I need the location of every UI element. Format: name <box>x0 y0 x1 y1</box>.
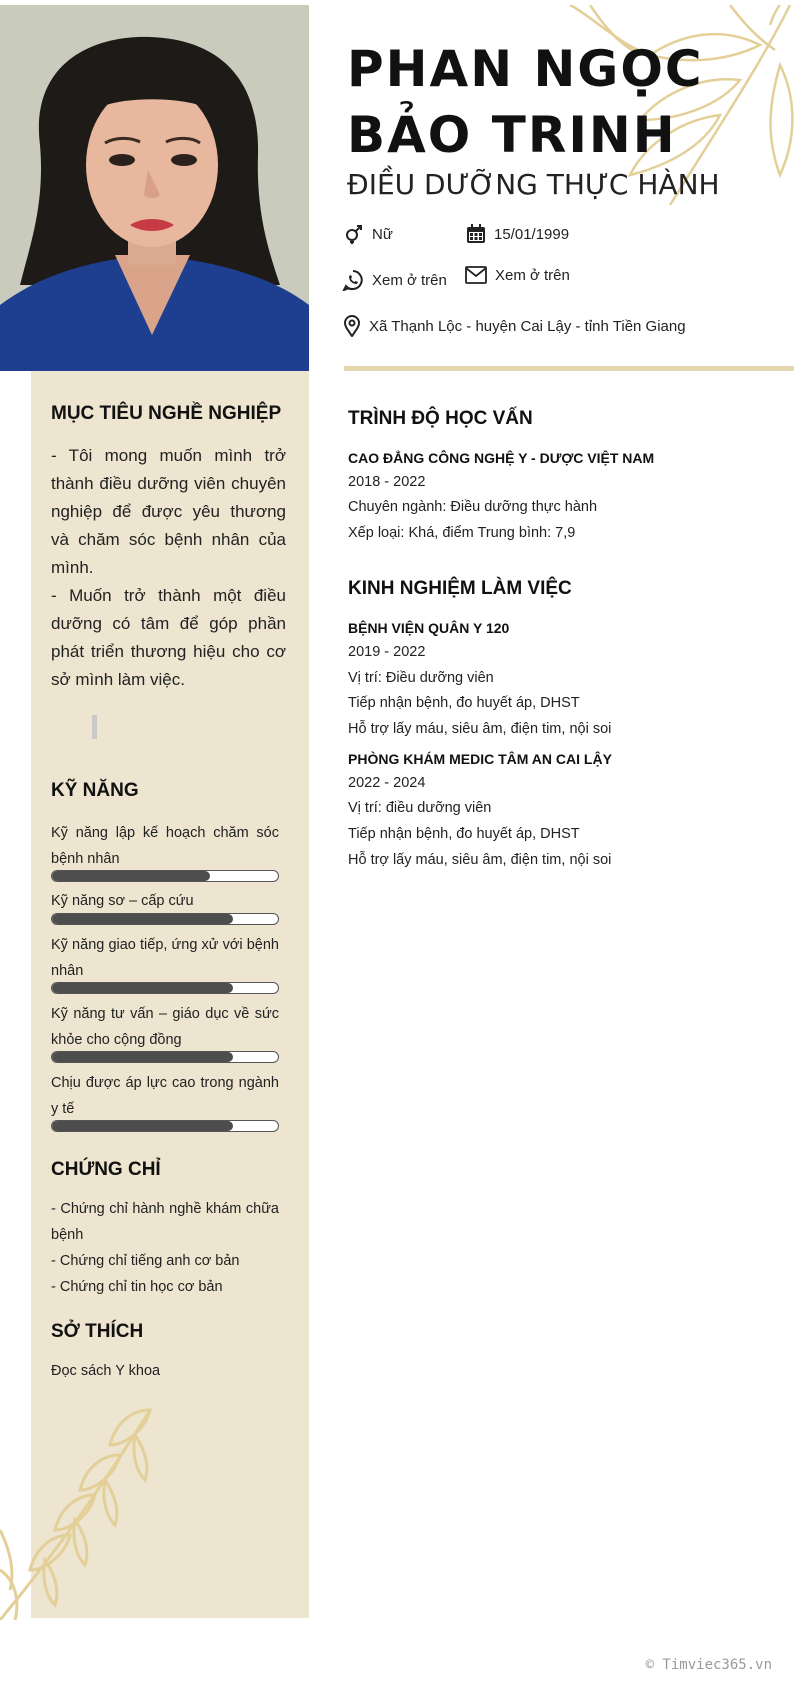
certificate-item: - Chứng chỉ hành nghề khám chữa bệnh <box>51 1201 279 1243</box>
phone-value: Xem ở trên <box>372 271 447 289</box>
address-value: Xã Thạnh Lộc - huyện Cai Lậy - tỉnh Tiền Giang <box>369 317 686 335</box>
skill-bar-fill <box>52 1052 233 1062</box>
education-years: 2018 - 2022 <box>348 474 426 490</box>
skills-title: KỸ NĂNG <box>51 780 139 801</box>
skill-label: Chịu được áp lực cao trong ngành y tế <box>51 1075 279 1117</box>
candidate-name: PHAN NGỌC BẢO TRINH <box>347 40 704 164</box>
address-field <box>343 315 686 337</box>
skill-label: Kỹ năng tư vấn – giáo dục về sức khỏe cho cộng đồng <box>51 1006 279 1048</box>
job-position: Vị trí: điều dưỡng viên <box>348 800 492 816</box>
job-duty: Tiếp nhận bệnh, đo huyết áp, DHST <box>348 826 580 842</box>
job-company: BỆNH VIỆN QUÂN Y 120 <box>348 620 510 636</box>
skill-label: Kỹ năng lập kế hoạch chăm sóc bệnh nhân <box>51 825 279 867</box>
job-years: 2019 - 2022 <box>348 644 426 660</box>
skill-bar <box>51 982 279 994</box>
gender-value: Nữ <box>372 225 393 243</box>
skill-bar-fill <box>52 983 233 993</box>
job-years: 2022 - 2024 <box>348 775 426 791</box>
skill-bar <box>51 1120 279 1132</box>
certificate-item: - Chứng chỉ tin học cơ bản <box>51 1279 223 1295</box>
leaf-decoration-bottom <box>0 1400 170 1620</box>
email-value: Xem ở trên <box>495 266 570 284</box>
watermark: © Timviec365.vn <box>645 1657 772 1673</box>
job-company: PHÒNG KHÁM MEDIC TÂM AN CAI LẬY <box>348 751 612 767</box>
phone-field <box>342 269 447 291</box>
birthday-field <box>466 224 569 244</box>
job-duty: Tiếp nhận bệnh, đo huyết áp, DHST <box>348 695 580 711</box>
job-title: ĐIỀU DƯỠNG THỰC HÀNH <box>347 168 720 201</box>
job-position: Vị trí: Điều dưỡng viên <box>348 670 494 686</box>
skill-bar-fill <box>52 914 233 924</box>
job-duty: Hỗ trợ lấy máu, siêu âm, điện tim, nội soi <box>348 721 612 737</box>
objective-line-1: - Tôi mong muốn mình trở thành điều dưỡng viên chuyên nghiệp để được yêu thương và chăm sóc bệnh nhân của mình. <box>51 446 286 577</box>
objective-title: MỤC TIÊU NGHỀ NGHIỆP <box>51 403 282 424</box>
skill-bar <box>51 913 279 925</box>
profile-photo <box>0 5 309 371</box>
location-pin-icon <box>343 315 361 337</box>
calendar-icon <box>466 224 486 244</box>
text-cursor-mark <box>92 715 97 739</box>
education-grade: Xếp loại: Khá, điểm Trung bình: 7,9 <box>348 525 576 541</box>
certificate-item: - Chứng chỉ tiếng anh cơ bản <box>51 1253 240 1269</box>
gender-field <box>344 224 393 244</box>
experience-title: KINH NGHIỆM LÀM VIỆC <box>348 578 572 599</box>
skill-bar <box>51 870 279 882</box>
objective-line-2: - Muốn trở thành một điều dưỡng có tâm để góp phần phát triển thương hiệu cho cơ sở mình làm việc. <box>51 586 286 689</box>
skill-bar <box>51 1051 279 1063</box>
job-duty: Hỗ trợ lấy máu, siêu âm, điện tim, nội soi <box>348 852 612 868</box>
skill-label: Kỹ năng giao tiếp, ứng xử với bệnh nhân <box>51 937 279 979</box>
birthday-value: 15/01/1999 <box>494 225 570 243</box>
skill-bar-fill <box>52 871 210 881</box>
header-divider <box>344 366 794 371</box>
skill-bar-fill <box>52 1121 233 1131</box>
education-title: TRÌNH ĐỘ HỌC VẤN <box>348 408 533 429</box>
gender-icon <box>344 224 364 244</box>
hobbies-title: SỞ THÍCH <box>51 1321 144 1342</box>
education-school: CAO ĐẲNG CÔNG NGHỆ Y - DƯỢC VIỆT NAM <box>348 450 655 466</box>
email-field <box>465 266 570 284</box>
certificates-title: CHỨNG CHỈ <box>51 1159 161 1180</box>
mail-icon <box>465 266 487 284</box>
hobbies-text: Đọc sách Y khoa <box>51 1363 161 1379</box>
skill-label: Kỹ năng sơ – cấp cứu <box>51 893 194 909</box>
whatsapp-icon <box>342 269 364 291</box>
education-major: Chuyên ngành: Điều dưỡng thực hành <box>348 499 598 515</box>
